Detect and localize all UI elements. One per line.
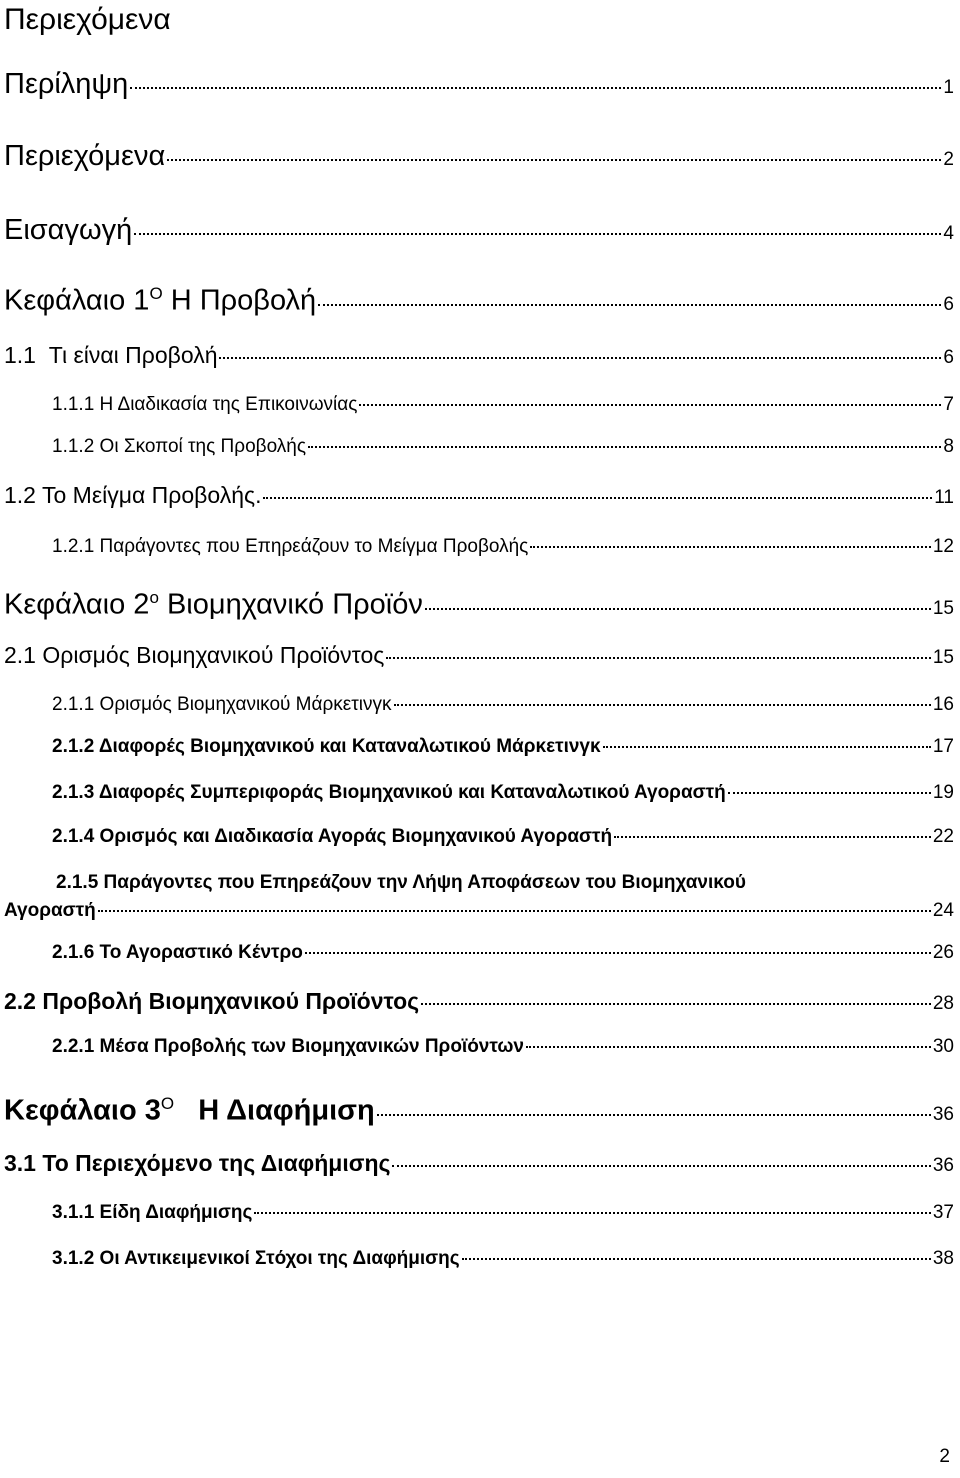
toc-entry-label [52, 736, 601, 758]
toc-entry-page: 24 [932, 900, 954, 921]
toc-entry[interactable] [4, 482, 954, 509]
toc-entry-chapter[interactable] [4, 284, 954, 318]
toc-entry-label [52, 394, 357, 416]
toc-entry-label [52, 782, 726, 804]
section-number: 2.1.6 [52, 942, 95, 963]
toc-entry-page: 12 [932, 536, 954, 557]
toc-entry-page: 15 [932, 597, 954, 619]
dot-leader [421, 1003, 931, 1005]
section-title: Είδη Διαφήμισης [99, 1202, 253, 1223]
toc-entry-page: 6 [943, 293, 954, 315]
toc-entry-page: 16 [932, 694, 954, 715]
chapter-title: Η Διαφήμιση [198, 1094, 375, 1127]
toc-entry[interactable] [4, 872, 954, 928]
section-number: 1.1.1 [52, 394, 95, 415]
section-title: Οι Σκοποί της Προβολής [99, 436, 307, 457]
toc-entry-page: 36 [932, 1103, 954, 1125]
toc-entry[interactable] [4, 342, 954, 369]
toc-entry-continuation [4, 900, 954, 928]
section-number: 2.1.3 [52, 782, 95, 803]
chapter-ordinal: Ο [160, 1094, 175, 1113]
toc-entry-label [4, 642, 384, 669]
section-number: 2.1.4 [52, 826, 95, 847]
toc-entry-label [52, 694, 392, 716]
section-number: 1.1 [4, 342, 36, 368]
section-number: 2.1.1 [52, 694, 95, 715]
section-title: Η Διαδικασία της Επικοινωνίας [99, 394, 358, 415]
dot-leader [308, 446, 941, 448]
dot-leader [392, 1165, 930, 1167]
section-number: 1.2.1 [52, 536, 95, 557]
dot-leader [394, 704, 931, 706]
page-title: Περιεχόμενα [4, 3, 171, 36]
dot-leader [318, 304, 941, 306]
chapter-prefix: Κεφάλαιο 3 [4, 1094, 161, 1127]
section-number: 2.1.5 [56, 872, 99, 893]
toc-entry-label [4, 1094, 375, 1128]
section-title: Το Μείγμα Προβολής. [41, 482, 262, 508]
toc-entry-label [52, 536, 528, 558]
dot-leader [728, 792, 931, 794]
section-title-continued: Αγοραστή [4, 900, 96, 921]
section-title: Οι Αντικειμενικοί Στόχοι της Διαφήμισης [99, 1248, 460, 1269]
toc-entry-label [4, 482, 261, 509]
toc-entry-label [4, 988, 419, 1015]
chapter-prefix: Κεφάλαιο 2 [4, 588, 150, 621]
toc-entry[interactable] [52, 694, 954, 716]
toc-entry-page: 6 [943, 347, 954, 368]
toc-entry-page: 26 [932, 942, 954, 963]
toc-entry[interactable] [52, 942, 954, 964]
dot-leader [526, 1046, 931, 1048]
toc-entry[interactable] [4, 140, 954, 173]
toc-entry-page: 38 [932, 1248, 954, 1269]
toc-entry[interactable] [52, 1036, 954, 1058]
dot-leader [530, 546, 931, 548]
toc-entry-label [4, 588, 423, 622]
dot-leader [603, 746, 931, 748]
page-number: 2 [939, 1446, 950, 1467]
toc-entry[interactable] [4, 68, 954, 101]
toc-entry-page: 22 [932, 826, 954, 847]
toc-entry-label [52, 1202, 252, 1224]
toc-entry[interactable] [4, 988, 954, 1015]
section-title: Τι είναι Προβολή [48, 342, 218, 368]
toc-entry-label [52, 436, 306, 458]
toc-entry[interactable] [52, 736, 954, 758]
section-number: 1.1.2 [52, 436, 95, 457]
toc-entry[interactable] [4, 642, 954, 669]
toc-entry-label [52, 826, 612, 848]
dot-leader [425, 608, 931, 610]
toc-entry-label [4, 342, 217, 369]
toc-entry-page: 17 [932, 736, 954, 757]
toc-entry-page: 4 [943, 223, 954, 244]
toc-entry-page: 30 [932, 1036, 954, 1057]
dot-leader [167, 159, 941, 161]
toc-entry-page: 8 [943, 436, 954, 457]
toc-entry-label: Περιεχόμενα [4, 140, 166, 172]
toc-entry-page: 28 [932, 993, 954, 1014]
dot-leader [134, 233, 941, 235]
toc-entry-label [52, 1248, 460, 1270]
section-title: Το Περιεχόμενο της Διαφήμισης [42, 1150, 391, 1176]
dot-leader [130, 87, 941, 89]
section-number: 2.1.2 [52, 736, 95, 757]
toc-entry[interactable] [52, 436, 954, 458]
dot-leader [219, 357, 941, 359]
section-title: Ορισμός και Διαδικασία Αγοράς Βιομηχανικού Αγοραστή [99, 826, 613, 847]
section-title: Ορισμός Βιομηχανικού Προϊόντος [42, 642, 385, 668]
section-number: 2.2 [4, 988, 36, 1014]
toc-entry[interactable] [52, 782, 954, 804]
toc-entry-label [4, 284, 316, 318]
section-number: 1.2 [4, 482, 36, 508]
toc-entry[interactable] [4, 1150, 954, 1177]
toc-entry[interactable] [52, 826, 954, 848]
toc-entry-chapter[interactable] [4, 588, 954, 622]
chapter-title: Η Προβολή [170, 284, 317, 317]
dot-leader [254, 1212, 930, 1214]
section-number: 2.2.1 [52, 1036, 95, 1057]
dot-leader [305, 952, 931, 954]
toc-entry-page: 19 [932, 782, 954, 803]
section-number: 3.1 [4, 1150, 36, 1176]
toc-entry-label [4, 1150, 390, 1177]
toc-entry-page: 7 [943, 394, 954, 415]
toc-entry-page: 37 [932, 1202, 954, 1223]
section-title: Το Αγοραστικό Κέντρο [99, 942, 303, 963]
toc-entry[interactable] [4, 214, 954, 247]
chapter-ordinal: ο [149, 588, 159, 607]
toc-entry-page: 2 [943, 149, 954, 170]
section-title: Προβολή Βιομηχανικού Προϊόντος [42, 988, 420, 1014]
dot-leader [614, 836, 931, 838]
toc-entry[interactable] [52, 1202, 954, 1224]
toc-entry-chapter[interactable] [4, 1094, 954, 1128]
toc-entry[interactable] [52, 394, 954, 416]
chapter-ordinal: Ο [149, 284, 163, 303]
toc-entry-page: 15 [932, 647, 954, 668]
dot-leader [98, 910, 931, 912]
toc-entry[interactable] [52, 536, 954, 558]
section-title: Μέσα Προβολής των Βιομηχανικών Προϊόντων [99, 1036, 524, 1057]
toc-entry-label [4, 872, 954, 900]
dot-leader [263, 497, 932, 499]
dot-leader [462, 1258, 931, 1260]
section-title: Ορισμός Βιομηχανικού Μάρκετινγκ [99, 694, 392, 715]
section-title: Διαφορές Συμπεριφοράς Βιομηχανικού και Καταναλωτικού Αγοραστή [98, 782, 726, 803]
toc-entry-page: 1 [943, 77, 954, 98]
chapter-title: Βιομηχανικό Προϊόν [166, 588, 423, 621]
toc-entry-page: 36 [932, 1155, 954, 1176]
section-title: Διαφορές Βιομηχανικού και Καταναλωτικού Μάρκετινγκ [98, 736, 601, 757]
toc-entry-label: Εισαγωγή [4, 214, 133, 246]
section-title: Παράγοντες που Επηρεάζουν το Μείγμα Προβολής [99, 536, 529, 557]
toc-entry-label [52, 942, 303, 964]
section-number: 3.1.1 [52, 1202, 95, 1223]
dot-leader [377, 1114, 931, 1116]
toc-entry-page: 11 [934, 487, 954, 508]
section-title: Παράγοντες που Επηρεάζουν την Λήψη Αποφάσεων του Βιομηχανικού [103, 872, 746, 893]
toc-entry-label [52, 1036, 524, 1058]
chapter-prefix: Κεφάλαιο 1 [4, 284, 150, 317]
section-number: 2.1 [4, 642, 36, 668]
dot-leader [359, 404, 941, 406]
toc-entry[interactable] [52, 1248, 954, 1270]
dot-leader [386, 657, 931, 659]
section-number: 3.1.2 [52, 1248, 95, 1269]
toc-entry-label: Περίληψη [4, 68, 129, 100]
